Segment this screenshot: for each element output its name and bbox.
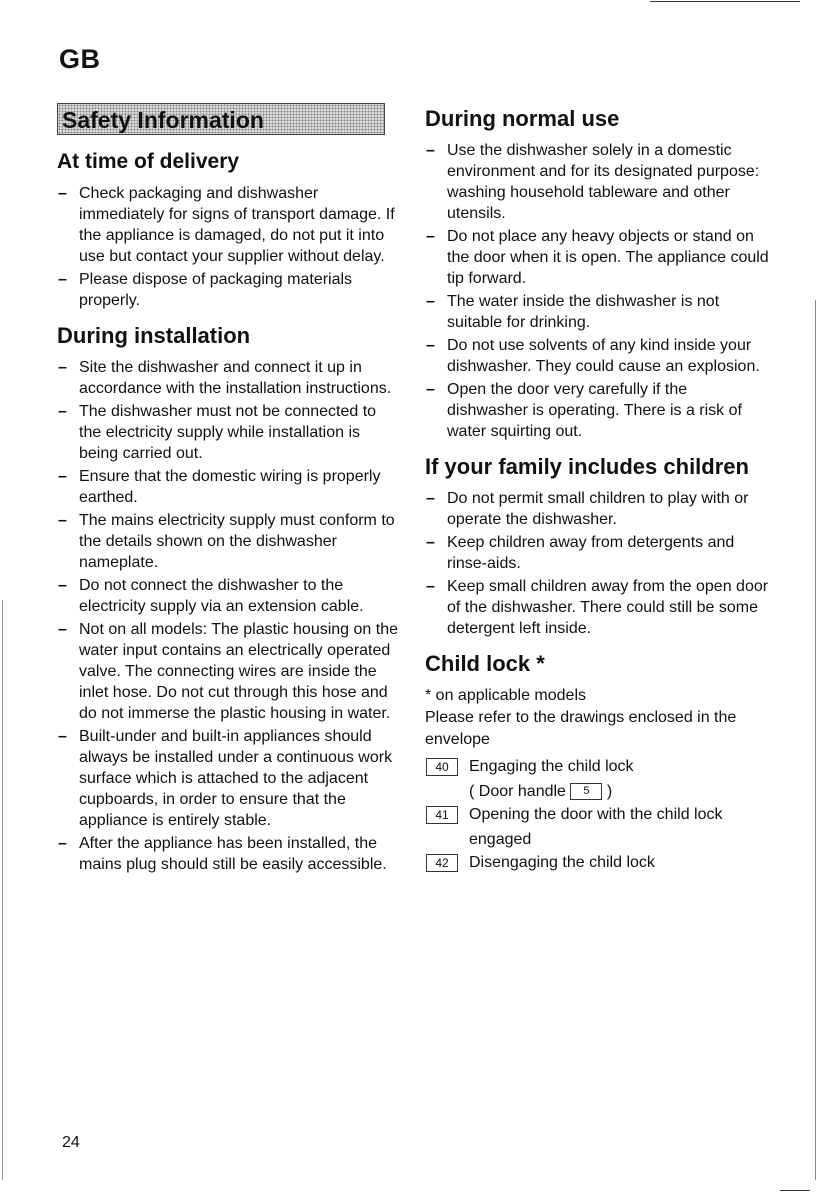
dash-bullet: – <box>426 228 435 245</box>
dash-bullet: – <box>58 621 67 638</box>
figure-number-box: 41 <box>426 806 458 824</box>
figure-reference-row <box>425 755 770 778</box>
list-item <box>57 726 400 831</box>
scan-edge-line <box>815 300 816 1180</box>
list-item <box>425 488 770 530</box>
list-item <box>425 291 770 333</box>
list-item <box>425 226 770 289</box>
section-title-children: If your family includes children <box>425 454 749 479</box>
closing-paren: ) <box>606 783 613 800</box>
delivery-list <box>57 183 400 311</box>
children-list <box>425 488 770 639</box>
list-item <box>57 466 400 508</box>
figure-number-box: 5 <box>570 783 602 800</box>
door-handle-label: ( Door handle <box>469 783 566 800</box>
dash-bullet: – <box>58 512 67 529</box>
section-title-delivery: At time of delivery <box>57 150 240 173</box>
section-title-installation: During installation <box>57 323 251 348</box>
figure-caption: Opening the door with the child lock <box>469 806 723 823</box>
dash-bullet: – <box>58 403 67 420</box>
list-item-text: After the appliance has been installed, the mains plug should still be easily accessible. <box>79 835 387 873</box>
section-title-child-lock: Child lock * <box>425 651 545 676</box>
list-item-text: Not on all models: The plastic housing on the water input contains an electrically operated valve. The connecting wires are inside the inlet hose. Do not cut through this hose and do not immerse the plastic housing in water. <box>79 621 399 722</box>
scan-edge-line <box>2 600 3 1180</box>
dash-bullet: – <box>58 728 67 745</box>
dash-bullet: – <box>426 337 435 354</box>
child-lock-intro: Please refer to the drawings enclosed in the envelope <box>425 709 737 748</box>
list-item <box>57 269 400 311</box>
list-item <box>425 335 770 377</box>
dash-bullet: – <box>58 185 67 202</box>
page-number: 24 <box>62 1134 80 1151</box>
left-column <box>57 103 400 881</box>
language-code: GB <box>59 44 101 74</box>
dash-bullet: – <box>58 468 67 485</box>
list-item-text: Do not use solvents of any kind inside your dishwasher. They could cause an explosion. <box>447 337 760 375</box>
list-item <box>57 510 400 573</box>
list-item-text: Do not permit small children to play with or operate the dishwasher. <box>447 490 749 528</box>
figure-reference-row <box>425 851 770 874</box>
figure-number-box: 42 <box>426 854 458 872</box>
list-item-text: Check packaging and dishwasher immediately for signs of transport damage. If the appliance is damaged, do not put it into use but contact your supplier without delay. <box>79 185 395 265</box>
list-item-text: Use the dishwasher solely in a domestic environment and for its designated purpose: washing household tableware and other utensils. <box>447 142 760 222</box>
list-item-text: The dishwasher must not be connected to the electricity supply while installation is being carried out. <box>79 403 377 462</box>
list-item-text: Keep small children away from the open door of the dishwasher. There could still be some detergent left inside. <box>447 578 769 637</box>
door-handle-reference <box>425 780 770 803</box>
right-column <box>425 103 770 876</box>
list-item <box>425 379 770 442</box>
list-item <box>57 833 400 875</box>
dash-bullet: – <box>58 271 67 288</box>
figure-caption: Engaging the child lock <box>469 758 634 775</box>
dash-bullet: – <box>58 835 67 852</box>
list-item-text: Site the dishwasher and connect it up in accordance with the installation instructions. <box>79 359 392 397</box>
applicable-models-note: * on applicable models <box>425 687 586 704</box>
normal-use-list <box>425 140 770 442</box>
list-item-text: Keep children away from detergents and rinse-aids. <box>447 534 735 572</box>
list-item-text: Built-under and built-in appliances should always be installed under a continuous work surface which is attached to the adjacent cupboards, in order to ensure that the appliance is entirely stable. <box>79 728 393 829</box>
scan-edge-line <box>780 1190 810 1191</box>
list-item-text: Open the door very carefully if the dishwasher is operating. There is a risk of water squirting out. <box>447 381 742 440</box>
list-item-text: Do not connect the dishwasher to the electricity supply via an extension cable. <box>79 577 364 615</box>
figure-reference-row <box>425 803 770 826</box>
list-item-text: Do not place any heavy objects or stand on the door when it is open. The appliance could tip forward. <box>447 228 769 287</box>
safety-information-banner: Safety Information <box>57 103 385 135</box>
dash-bullet: – <box>426 381 435 398</box>
scan-edge-line <box>650 1 800 2</box>
list-item <box>425 576 770 639</box>
list-item-text: Ensure that the domestic wiring is properly earthed. <box>79 468 381 506</box>
list-item <box>57 401 400 464</box>
dash-bullet: – <box>426 578 435 595</box>
figure-caption-continued: engaged <box>469 831 532 848</box>
list-item <box>57 183 400 267</box>
list-item-text: The mains electricity supply must conform to the details shown on the dishwasher nameplate. <box>79 512 395 571</box>
dash-bullet: – <box>58 577 67 594</box>
list-item-text: Please dispose of packaging materials properly. <box>79 271 353 309</box>
figure-caption: Disengaging the child lock <box>469 854 655 871</box>
dash-bullet: – <box>426 534 435 551</box>
dash-bullet: – <box>426 490 435 507</box>
installation-list <box>57 357 400 875</box>
list-item-text: The water inside the dishwasher is not suitable for drinking. <box>447 293 720 331</box>
section-title-normal-use: During normal use <box>425 106 620 131</box>
list-item <box>57 619 400 724</box>
list-item <box>57 357 400 399</box>
figure-number-box: 40 <box>426 758 458 776</box>
dash-bullet: – <box>426 293 435 310</box>
dash-bullet: – <box>426 142 435 159</box>
dash-bullet: – <box>58 359 67 376</box>
list-item <box>425 140 770 224</box>
list-item <box>57 575 400 617</box>
list-item <box>425 532 770 574</box>
